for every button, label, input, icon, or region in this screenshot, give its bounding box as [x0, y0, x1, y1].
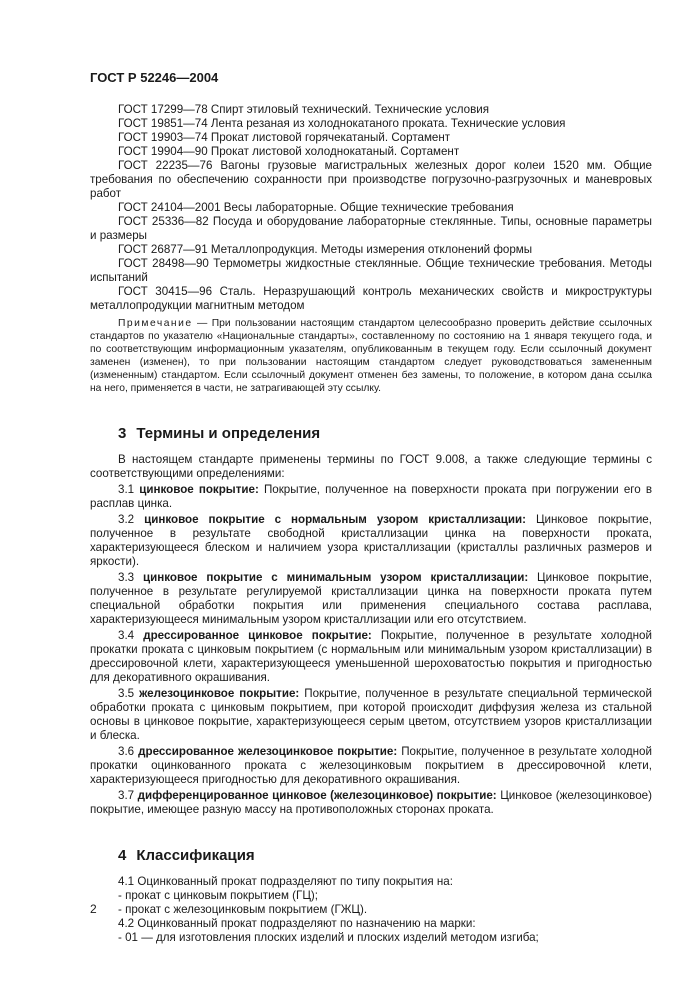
term-number: 3.7	[118, 789, 135, 802]
term-definition	[90, 687, 652, 743]
reference-item: ГОСТ 22235—76 Вагоны грузовые магистральных железных дорог колеи 1520 мм. Общие требования по обеспечению сохранности при производстве погрузочно-разгрузочных и маневровых работ	[90, 159, 652, 200]
term-number: 3.1	[118, 483, 135, 496]
classification-line: 4.2 Оцинкованный прокат подразделяют по назначению на марки:	[118, 917, 476, 930]
term-name: дрессированное цинковое покрытие:	[143, 629, 372, 642]
term-text: Покрытие, полученное в результате холодной прокатки оцинкованного проката с железоцинковым покрытием в дрессировочной клети, характеризующееся пригодностью для декоративного окрашивания.	[90, 745, 652, 786]
term-number: 3.3	[118, 571, 135, 584]
classification-line: - прокат с железоцинковым покрытием (ГЖЦ).	[118, 903, 368, 916]
section-number: 3	[118, 425, 127, 442]
reference-item: ГОСТ 19904—90 Прокат листовой холоднокатаный. Сортамент	[118, 145, 460, 158]
reference-item: ГОСТ 24104—2001 Весы лабораторные. Общие технические требования	[118, 201, 514, 214]
reference-item: ГОСТ 19851—74 Лента резаная из холоднокатаного проката. Технические условия	[118, 117, 566, 130]
term-name: цинковое покрытие с нормальным узором кристаллизации:	[144, 513, 526, 526]
term-definition	[90, 789, 652, 817]
term-text: Цинковое покрытие, полученное в результате регулируемой кристаллизации цинка на поверхности проката путем специальной обработки покрытия или применения специального состава расплава, характеризующееся минимальным узором кристаллизации или его отсутствием.	[90, 571, 652, 626]
term-number: 3.4	[118, 629, 135, 642]
section-title: Классификация	[136, 847, 255, 864]
note-text: — При пользовании настоящим стандартом целесообразно проверить действие ссылочных стандартов по указателю «Национальные стандарты», составленному по состоянию на 1 января текущего года, и по соответствующим информационным указателям, опубликованным в текущем году. Если ссылочный документ заменен (изменен), то при пользовании настоящим стандартом следует руководствоваться замененным (измененным) стандартом. Если ссылочный документ отменен без замены, то положение, в котором дана ссылка на него, применяется в части, не затрагивающей эту ссылку.	[90, 318, 652, 394]
term-name: цинковое покрытие с минимальным узором кристаллизации:	[142, 571, 529, 584]
classification-line: - 01 — для изготовления плоских изделий и плоских изделий методом изгиба;	[118, 931, 539, 944]
section-3-heading	[90, 427, 652, 441]
term-number: 3.5	[118, 687, 135, 700]
term-text: Покрытие, полученное на поверхности проката при погружении его в расплав цинка.	[90, 483, 652, 510]
reference-item: ГОСТ 30415—96 Сталь. Неразрушающий контроль механических свойств и микроструктуры металлопродукции магнитным методом	[90, 285, 652, 312]
term-name: цинковое покрытие:	[139, 483, 259, 496]
term-text: Покрытие, полученное в результате холодной прокатки проката с цинковым покрытием (с нормальным или минимальным узором кристаллизации) в дрессировочной клети, характеризующееся уменьшенной шероховатостью покрытия и пригодностью для декоративного окрашивания.	[90, 629, 652, 684]
classification-line: - прокат с цинковым покрытием (ГЦ);	[118, 889, 318, 902]
classification-line: 4.1 Оцинкованный прокат подразделяют по типу покрытия на:	[118, 875, 453, 888]
reference-item: ГОСТ 26877—91 Металлопродукция. Методы измерения отклонений формы	[118, 243, 533, 256]
page-content	[90, 103, 652, 945]
section-title: Термины и определения	[136, 425, 321, 442]
term-name: дифференцированное цинковое (железоцинковое) покрытие:	[137, 789, 497, 802]
note-paragraph	[90, 317, 652, 395]
reference-list	[90, 103, 652, 313]
term-name: дрессированное железоцинковое покрытие:	[138, 745, 398, 758]
reference-item: ГОСТ 28498—90 Термометры жидкостные стеклянные. Общие технические требования. Методы испытаний	[90, 257, 652, 284]
section-4-heading	[90, 849, 652, 863]
term-definition	[90, 629, 652, 685]
term-definition	[90, 571, 652, 627]
term-text: Покрытие, полученное в результате специальной термической обработки проката с цинковым покрытием, при которой происходит диффузия железа из стальной основы в цинковое покрытие, характеризующееся серым цветом, отсутствием узоров кристаллизации и блеска.	[90, 687, 652, 742]
term-text: Цинковое (железоцинковое) покрытие, имеющее разную массу на противоположных сторонах проката.	[90, 789, 652, 816]
note-label: Примечание	[118, 318, 193, 329]
reference-item: ГОСТ 25336—82 Посуда и оборудование лабораторные стеклянные. Типы, основные параметры и размеры	[90, 215, 652, 242]
term-name: железоцинковое покрытие:	[139, 687, 300, 700]
term-definition	[90, 483, 652, 511]
section-number: 4	[118, 847, 127, 864]
section-3-intro: В настоящем стандарте применены термины по ГОСТ 9.008, а также следующие термины с соответствующими определениями:	[90, 453, 652, 480]
term-definition	[90, 745, 652, 787]
term-definition	[90, 513, 652, 569]
page-number: 2	[90, 902, 97, 916]
reference-item: ГОСТ 19903—74 Прокат листовой горячекатаный. Сортамент	[118, 131, 451, 144]
term-text: Цинковое покрытие, полученное в результате свободной кристаллизации цинка на поверхности проката, характеризующееся блеском и наличием узора кристаллизации (кристаллы различных размеров и яркости).	[90, 513, 652, 568]
document-header: ГОСТ Р 52246—2004	[90, 70, 219, 85]
term-number: 3.2	[118, 513, 135, 526]
term-number: 3.6	[118, 745, 135, 758]
reference-item: ГОСТ 17299—78 Спирт этиловый технический. Технические условия	[118, 103, 490, 116]
